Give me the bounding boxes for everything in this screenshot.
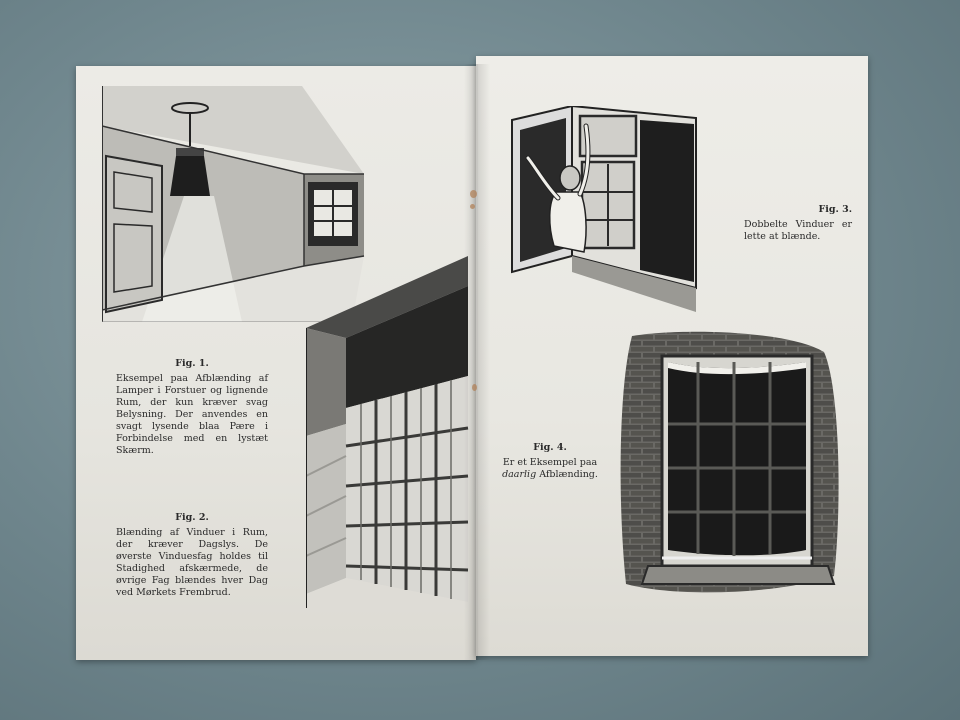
window-shading-illustration — [306, 256, 472, 608]
fig3-label: Fig. 3. — [818, 204, 852, 215]
fig3-caption — [744, 204, 852, 243]
fig1-label: Fig. 1. — [175, 358, 209, 369]
fig2-text: Blænding af Vinduer i Rum, der kræver Dagslys. De øverste Vinduesfag holdes til Stadighed afskærmede, de øvrige Fag blændes hver Dag ved Mørkets Frembrud. — [116, 527, 268, 598]
fig4-caption — [502, 442, 598, 481]
fig4-text-emphasis: daarlig — [502, 469, 537, 480]
fig1-text: Eksempel paa Afblænding af Lamper i Forstuer og lignende Rum, der kun kræver svag Belysning. Der anvendes en svagt lysende blaa Pære i Forbindelse med en lystæt Skærm. — [116, 373, 268, 456]
book-gutter — [464, 64, 490, 660]
binding-stain-lower — [472, 384, 477, 391]
fig2-caption — [116, 512, 268, 599]
fig4-text — [502, 457, 598, 481]
left-page — [76, 66, 476, 660]
fig4-label: Fig. 4. — [533, 442, 567, 453]
right-page — [476, 56, 868, 656]
fig1-caption — [116, 358, 268, 457]
booklet-spread — [76, 56, 868, 664]
binding-stain-top — [470, 190, 477, 198]
double-window-illustration — [510, 106, 700, 312]
fig4-text-after: Afblænding. — [536, 469, 598, 480]
fig2-label: Fig. 2. — [175, 512, 209, 523]
binding-stain-middle — [470, 204, 475, 209]
fig3-text: Dobbelte Vinduer er lette at blænde. — [744, 219, 852, 242]
bad-blackout-window-illustration — [618, 328, 844, 600]
fig4-text-before: Er et Eksempel paa — [502, 457, 598, 468]
